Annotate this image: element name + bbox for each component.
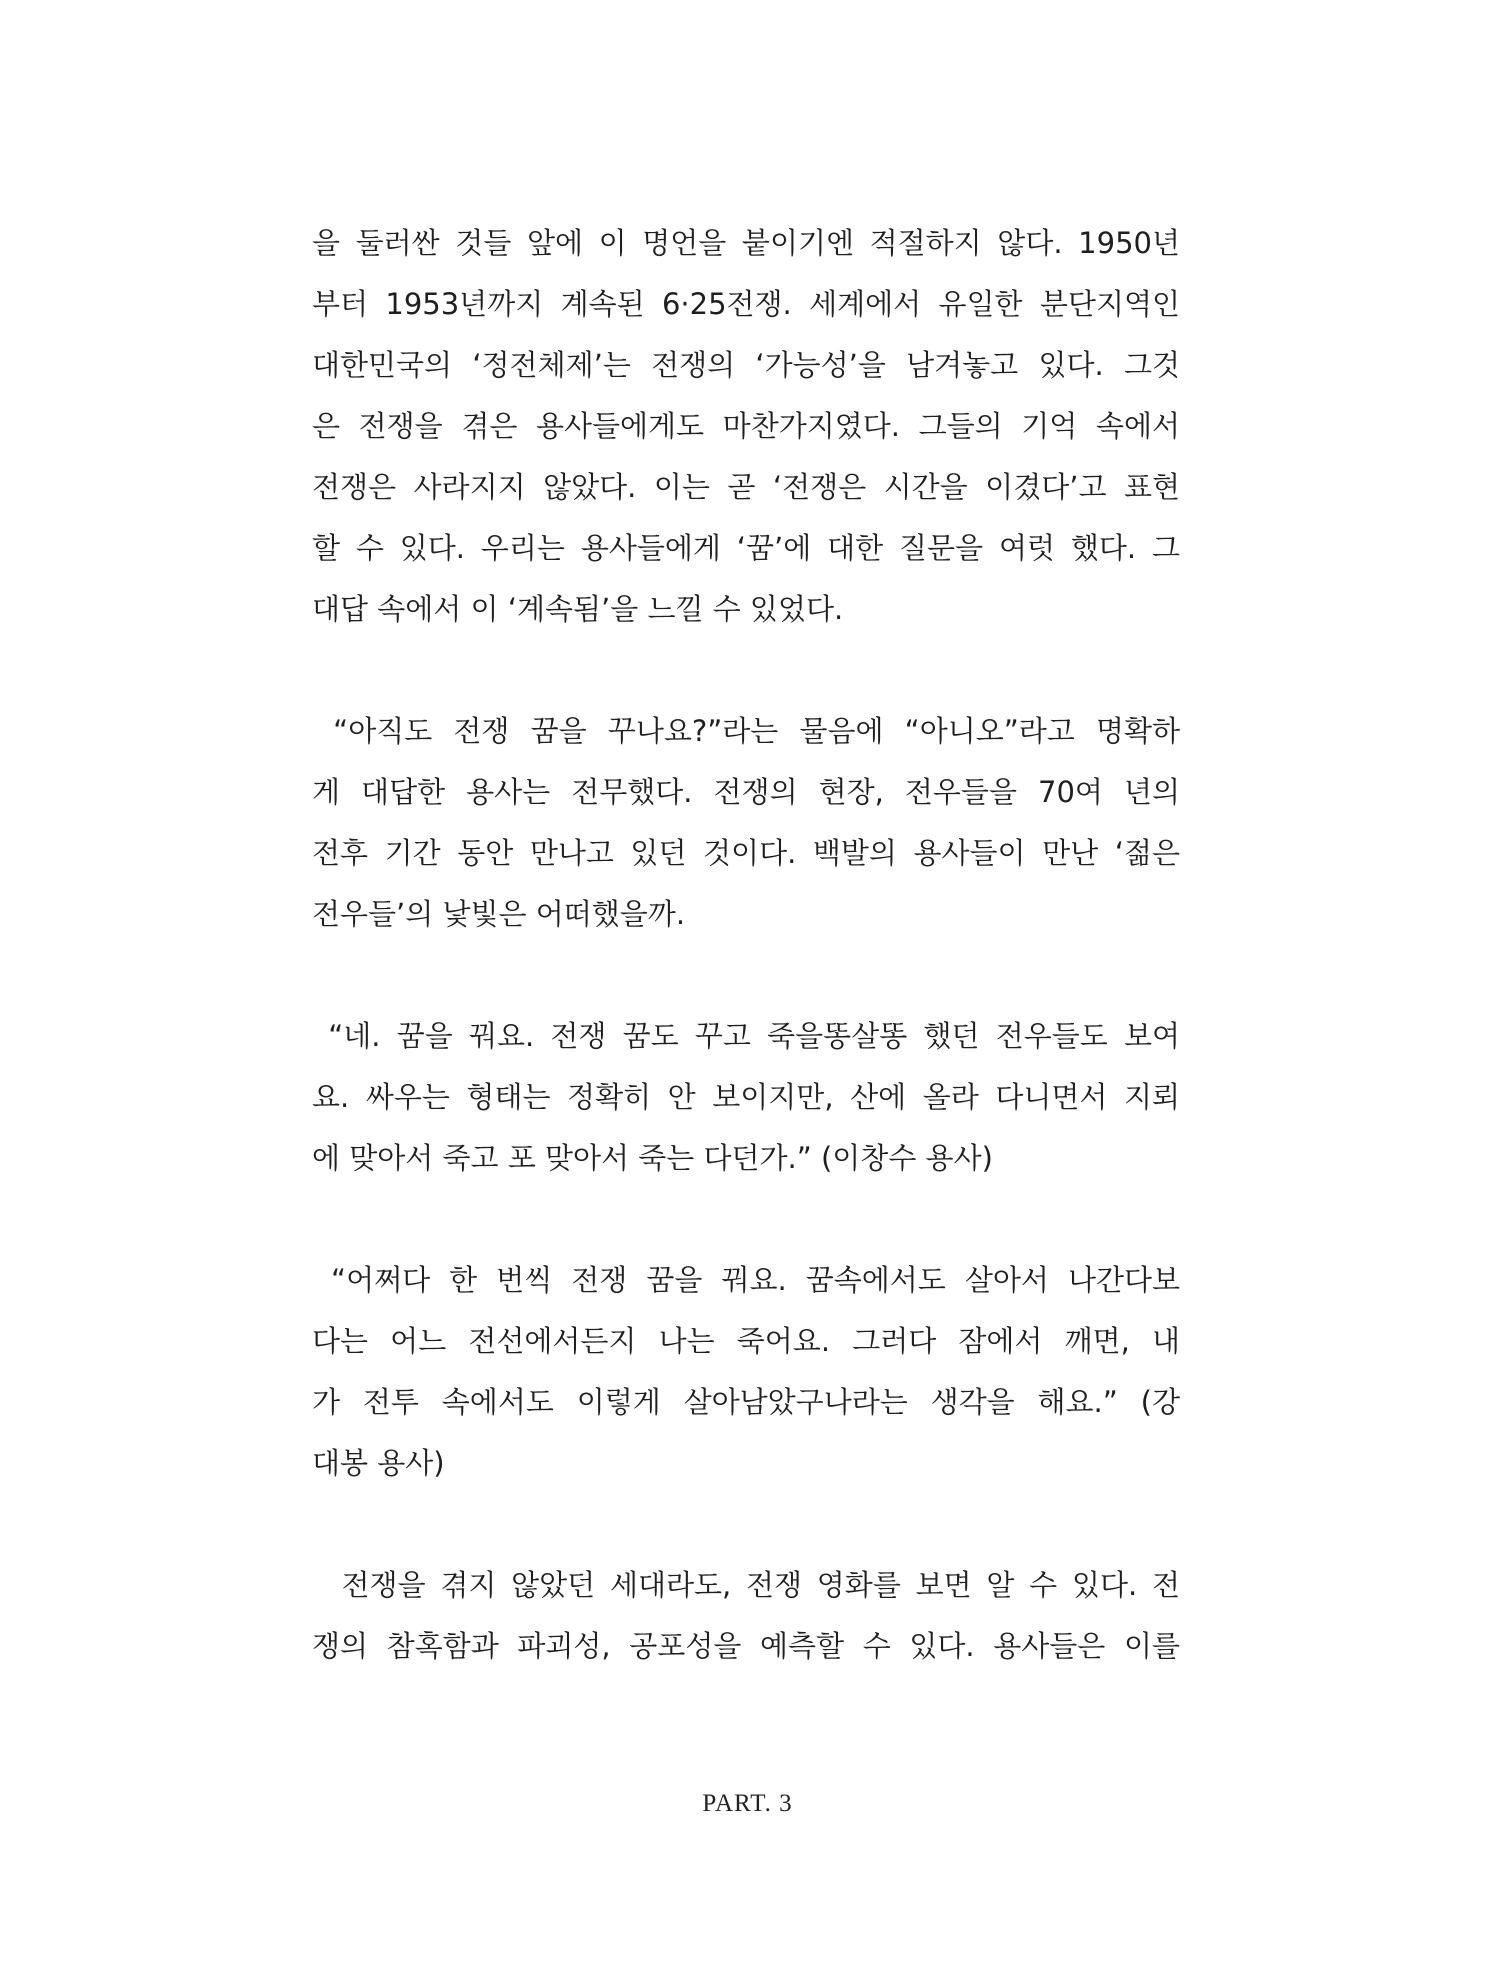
text-line: “아직도 전쟁 꿈을 꾸나요?”라는 물음에 “아니오”라고 명확하 xyxy=(312,714,1180,748)
text-line: “네. 꿈을 꿔요. 전쟁 꿈도 꾸고 죽을똥살똥 했던 전우들도 보여 xyxy=(312,1019,1180,1053)
page-folio: PART. 3 xyxy=(702,1790,793,1817)
text-line: 다는 어느 전선에서든지 나는 죽어요. 그러다 잠에서 깨면, 내 xyxy=(312,1324,1180,1358)
text-line: 전우들’의 낯빛은 어떠했을까. xyxy=(312,897,686,931)
text-line: 대봉 용사) xyxy=(312,1446,445,1480)
paragraph-3 xyxy=(312,1006,1180,1189)
text-line: 은 전쟁을 겪은 용사들에게도 마찬가지였다. 그들의 기억 속에서 xyxy=(312,409,1180,443)
text-line: 할 수 있다. 우리는 용사들에게 ‘꿈’에 대한 질문을 여럿 했다. 그 xyxy=(312,531,1180,565)
paragraph-2 xyxy=(312,701,1180,945)
text-line: 전쟁은 사라지지 않았다. 이는 곧 ‘전쟁은 시간을 이겼다’고 표현 xyxy=(312,470,1180,504)
text-line: “어쩌다 한 번씩 전쟁 꿈을 꿔요. 꿈속에서도 살아서 나간다보 xyxy=(312,1263,1180,1297)
body-text xyxy=(312,213,1180,1738)
paragraph-4 xyxy=(312,1250,1180,1494)
text-line: 게 대답한 용사는 전무했다. 전쟁의 현장, 전우들을 70여 년의 xyxy=(312,775,1180,809)
text-line: 대한민국의 ‘정전체제’는 전쟁의 ‘가능성’을 남겨놓고 있다. 그것 xyxy=(312,348,1180,382)
paragraph-1 xyxy=(312,213,1180,640)
paragraph-5 xyxy=(312,1555,1180,1677)
text-line: 부터 1953년까지 계속된 6·25전쟁. 세계에서 유일한 분단지역인 xyxy=(312,287,1180,321)
text-line: 전후 기간 동안 만나고 있던 것이다. 백발의 용사들이 만난 ‘젊은 xyxy=(312,836,1180,870)
text-line: 쟁의 참혹함과 파괴성, 공포성을 예측할 수 있다. 용사들은 이를 xyxy=(312,1629,1180,1663)
text-line: 가 전투 속에서도 이렇게 살아남았구나라는 생각을 해요.” (강 xyxy=(312,1385,1180,1419)
text-line: 요. 싸우는 형태는 정확히 안 보이지만, 산에 올라 다니면서 지뢰 xyxy=(312,1080,1180,1114)
text-line: 을 둘러싼 것들 앞에 이 명언을 붙이기엔 적절하지 않다. 1950년 xyxy=(312,226,1180,260)
text-line: 대답 속에서 이 ‘계속됨’을 느낄 수 있었다. xyxy=(312,592,844,626)
text-line: 에 맞아서 죽고 포 맞아서 죽는 다던가.” (이창수 용사) xyxy=(312,1141,993,1175)
text-line: 전쟁을 겪지 않았던 세대라도, 전쟁 영화를 보면 알 수 있다. 전 xyxy=(312,1568,1180,1602)
